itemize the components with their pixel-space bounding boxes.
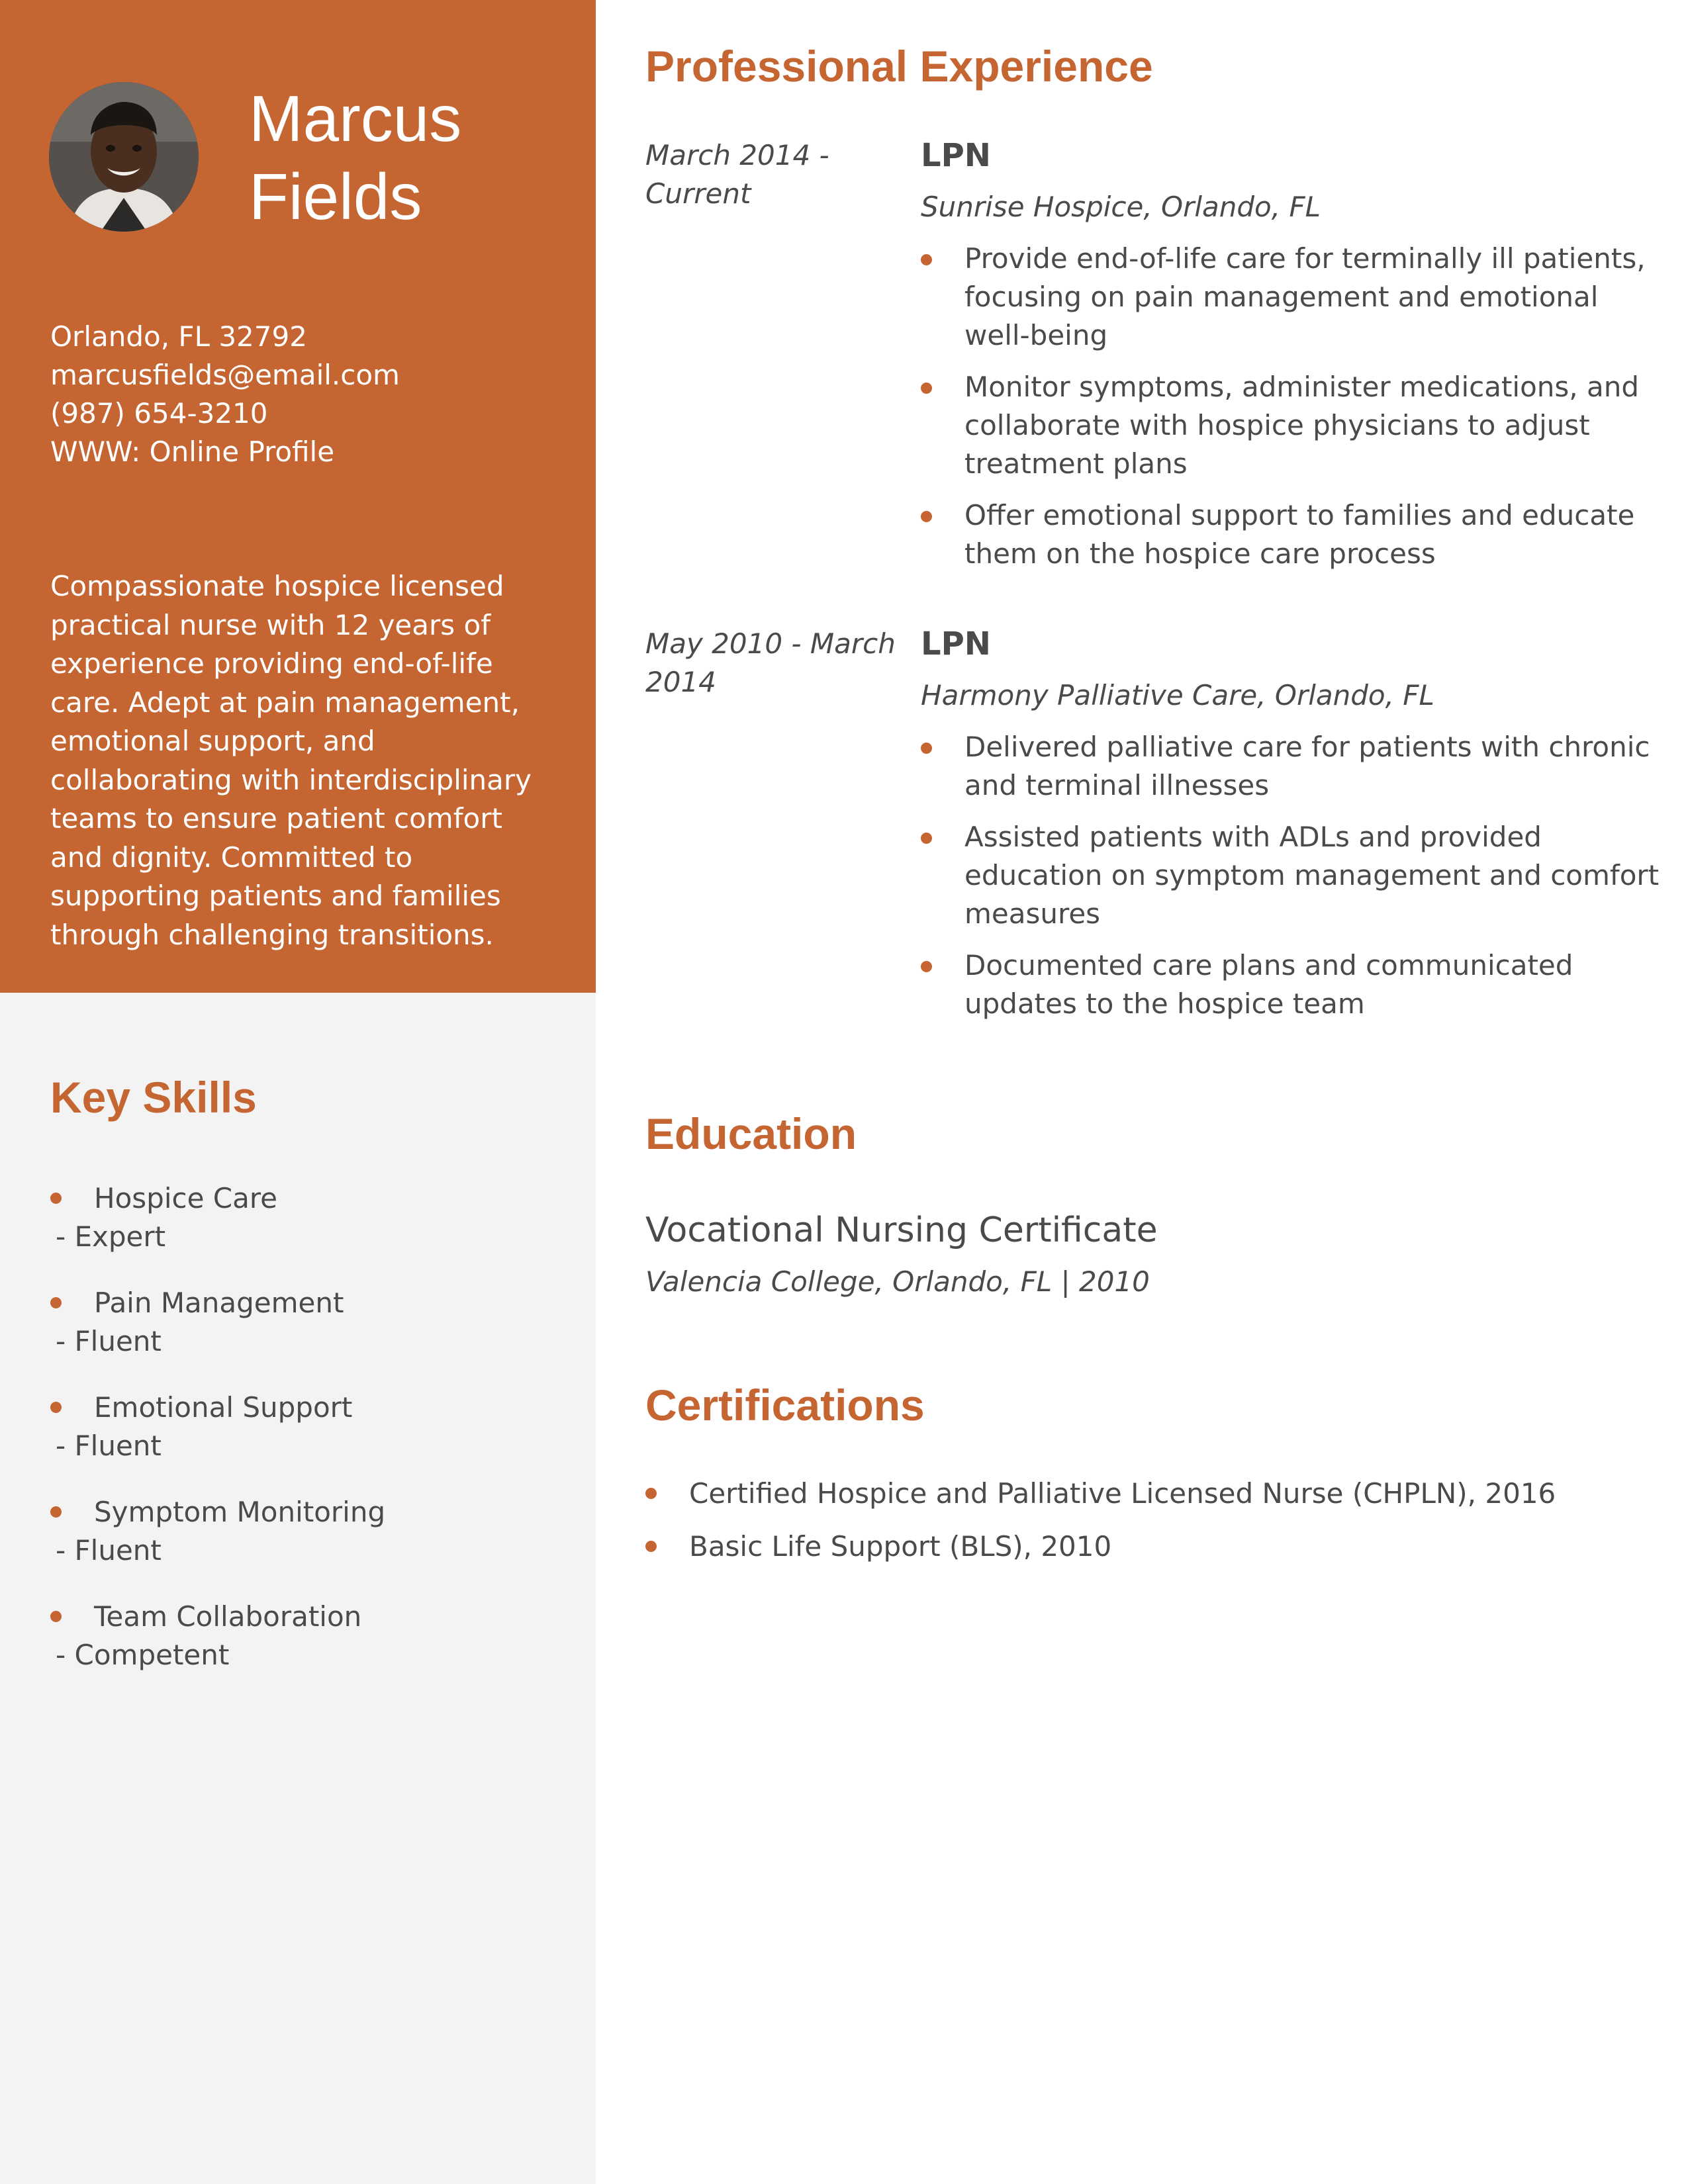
bullet-dot-icon	[921, 833, 932, 844]
certification-item	[645, 1475, 1665, 1513]
skill-level: - Fluent	[56, 1430, 162, 1462]
job-dates: March 2014 - Current	[645, 139, 829, 210]
contact-website[interactable]: WWW: Online Profile	[50, 435, 335, 468]
job-bullet-text: Monitor symptoms, administer medications, and collaborate with hospice physicians to adjust treatment plans	[964, 371, 1640, 480]
bullet-dot-icon	[50, 1402, 62, 1413]
certification-text: Basic Life Support (BLS), 2010	[689, 1530, 1112, 1563]
job-organization: Harmony Palliative Care, Orlando, FL	[921, 679, 1434, 711]
skills-list	[50, 1179, 567, 1702]
contact-phone: (987) 654-3210	[50, 397, 268, 430]
summary: Compassionate hospice licensed practical nurse with 12 years of experience providing end-of-life care. Adept at pain management, emotional support, and collaborating with interdisciplinary teams to ensure patient comfort and dignity. Committed to supporting patients and families through challenging transitions.	[50, 570, 532, 951]
sidebar	[0, 0, 596, 2184]
skill-level: - Fluent	[56, 1534, 162, 1567]
job-bullet-text: Offer emotional support to families and educate them on the hospice care process	[964, 499, 1635, 570]
job-organization: Sunrise Hospice, Orlando, FL	[921, 191, 1321, 223]
certification-text: Certified Hospice and Palliative Licensed Nurse (CHPLN), 2016	[689, 1477, 1556, 1510]
skill-item	[50, 1179, 567, 1284]
bullet-dot-icon	[645, 1541, 657, 1552]
job-bullets	[921, 728, 1665, 1023]
job-body	[921, 625, 1665, 1036]
certifications-list	[645, 1475, 1665, 1580]
bullet-dot-icon	[921, 511, 932, 522]
job-bullets	[921, 240, 1665, 573]
contact-address: Orlando, FL 32792	[50, 320, 307, 353]
education-heading: Education	[645, 1109, 857, 1158]
experience-heading: Professional Experience	[645, 42, 1153, 91]
bullet-dot-icon	[50, 1193, 62, 1204]
job-bullet-text: Assisted patients with ADLs and provided education on symptom management and comfort measures	[964, 821, 1660, 930]
job-bullet-text: Documented care plans and communicated updates to the hospice team	[964, 949, 1573, 1020]
skill-name: Symptom Monitoring	[94, 1496, 386, 1528]
bullet-dot-icon	[50, 1611, 62, 1622]
bullet-dot-icon	[921, 961, 932, 972]
contact-block	[50, 318, 580, 471]
job-bullet	[921, 818, 1665, 933]
skill-name: Pain Management	[94, 1287, 344, 1319]
job-bullet	[921, 368, 1665, 483]
bullet-dot-icon	[921, 743, 932, 754]
skill-item	[50, 1598, 567, 1702]
contact-email[interactable]: marcusfields@email.com	[50, 359, 400, 391]
bullet-dot-icon	[645, 1488, 657, 1499]
job-bullet	[921, 946, 1665, 1023]
sidebar-header-panel	[0, 0, 596, 993]
job-title: LPN	[921, 137, 991, 174]
skill-item	[50, 1388, 567, 1493]
job-body	[921, 136, 1665, 586]
skill-level: - Fluent	[56, 1325, 162, 1357]
skill-item	[50, 1284, 567, 1388]
job-bullet	[921, 496, 1665, 573]
job-bullet	[921, 728, 1665, 805]
skill-name: Hospice Care	[94, 1182, 278, 1214]
job-bullet-text: Delivered palliative care for patients with chronic and terminal illnesses	[964, 731, 1650, 801]
education-degree: Vocational Nursing Certificate	[645, 1210, 1158, 1250]
candidate-name	[249, 79, 580, 236]
job-bullet-text: Provide end-of-life care for terminally ill patients, focusing on pain management and emotional well-being	[964, 242, 1646, 351]
first-name: Marcus	[249, 82, 462, 155]
bullet-dot-icon	[50, 1506, 62, 1518]
avatar	[49, 82, 199, 232]
skill-name: Team Collaboration	[94, 1600, 362, 1633]
skill-level: - Competent	[56, 1639, 230, 1671]
bullet-dot-icon	[921, 254, 932, 265]
certifications-heading: Certifications	[645, 1381, 925, 1430]
skill-level: - Expert	[56, 1220, 166, 1253]
avatar-photo-icon	[49, 82, 199, 232]
skill-name: Emotional Support	[94, 1391, 353, 1424]
job-dates: May 2010 - March 2014	[645, 627, 896, 698]
job-bullet	[921, 240, 1665, 355]
bullet-dot-icon	[921, 383, 932, 394]
education-school: Valencia College, Orlando, FL | 2010	[645, 1265, 1150, 1298]
job-title: LPN	[921, 625, 991, 662]
skills-heading: Key Skills	[50, 1073, 257, 1122]
bullet-dot-icon	[50, 1297, 62, 1308]
skill-item	[50, 1493, 567, 1598]
certification-item	[645, 1527, 1665, 1566]
last-name: Fields	[249, 160, 422, 233]
